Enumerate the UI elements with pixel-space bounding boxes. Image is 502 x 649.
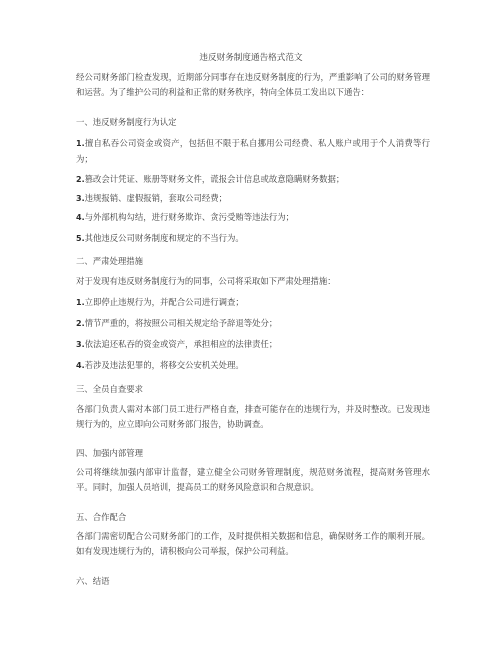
item-number: 4. [76,213,85,222]
section-6-heading: 六、结语 [76,576,110,586]
section-4-heading: 四、加强内部管理 [76,448,143,458]
section-4-body: 公司将继续加强内部审计监督，建立健全公司财务管理制度，规范财务流程，提高财务管理水平。同时，加强人员培训，提高员工的财务风险意识和合规意识。 [76,467,430,492]
section-2-intro: 对于发现有违反财务制度行为的同事，公司将采取如下严肃处理措施： [76,276,336,286]
item-number: 1. [76,139,85,148]
item-number: 1. [76,298,85,307]
section-2-item-4 [76,358,430,374]
section-3-heading: 三、全员自查要求 [76,384,143,394]
section-5-body: 各部门需密切配合公司财务部门的工作，及时提供相关数据和信息，确保财务工作的顺利开展。如有发现违规行为的，请积极向公司举报，保护公司利益。 [76,531,430,556]
item-text: 篡改会计凭证、账册等财务文件，谎报会计信息或故意隐瞒财务数据； [84,174,345,184]
item-number: 3. [76,194,85,203]
intro-paragraph: 经公司财务部门检查发现，近期部分同事存在违反财务制度的行为，严重影响了公司的财务管理和运营。为了维护公司的利益和正常的财务秩序，特向全体员工发出以下通告： [76,72,430,97]
document-title: 违反财务制度通告格式范文 [199,53,303,63]
section-1-item-3 [76,191,430,207]
section-2-heading: 二、严肃处理措施 [76,256,143,266]
item-number: 4. [76,361,85,370]
item-text: 擅自私吞公司资金或资产，包括但不限于私自挪用公司经费、私人账户或用于个人消费等行为； [76,138,430,164]
section-5-heading: 五、合作配合 [76,512,127,522]
section-1-item-4 [76,210,430,226]
item-text: 违规报销、虚假报销，套取公司经费； [84,193,227,203]
item-text: 其他违反公司财务制度和规定的不当行为。 [84,233,244,243]
item-number: 3. [76,340,85,349]
item-number: 5. [76,234,85,243]
section-1-item-1 [76,136,430,166]
item-text: 与外部机构勾结，进行财务欺诈、贪污受贿等违法行为； [84,212,294,222]
item-text: 情节严重的，将按照公司相关规定给予辞退等处分； [84,318,278,328]
item-number: 2. [76,319,85,328]
item-text: 若涉及违法犯罪的，将移交公安机关处理。 [84,360,244,370]
section-2-item-3 [76,337,430,353]
section-1-item-5 [76,231,430,247]
section-1-heading: 一、违反财务制度行为认定 [76,117,177,127]
section-1-item-2 [76,172,430,188]
section-2-item-1 [76,295,430,311]
item-text: 依法追还私吞的资金或资产，承担相应的法律责任； [84,339,278,349]
section-3-body: 各部门负责人需对本部门员工进行严格自查，排查可能存在的违规行为，并及时整改。已发现违规行为的，应立即向公司财务部门报告，协助调查。 [76,404,430,429]
section-2-item-2 [76,316,430,332]
item-number: 2. [76,175,85,184]
item-text: 立即停止违规行为，并配合公司进行调查； [84,297,244,307]
